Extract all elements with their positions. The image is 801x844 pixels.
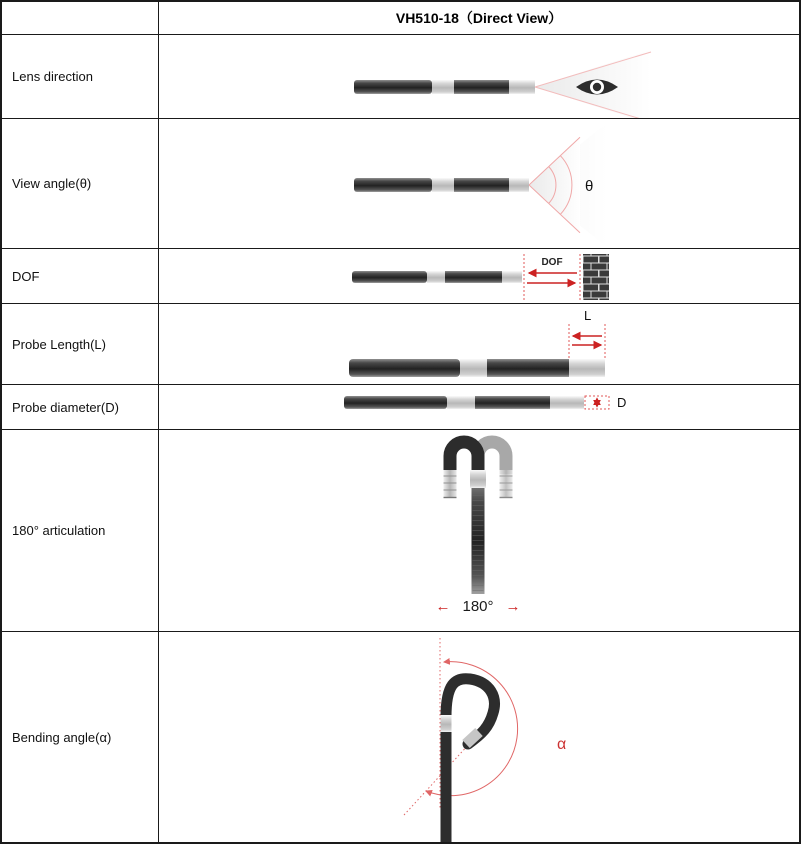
view-angle-figure bbox=[159, 119, 799, 248]
dof-figure bbox=[159, 249, 799, 303]
row-label-articulation: 180° articulation bbox=[2, 430, 159, 631]
table-row-bending-angle bbox=[2, 632, 799, 842]
articulation-value: 180° bbox=[462, 598, 494, 615]
dof-label: DOF bbox=[541, 257, 563, 268]
table-header-row bbox=[2, 2, 799, 35]
header-empty-cell bbox=[2, 2, 159, 34]
articulation-arrow-right: → bbox=[505, 598, 521, 615]
articulation-figure bbox=[159, 430, 799, 631]
table-row-lens-direction bbox=[2, 35, 799, 119]
probe-length-figure bbox=[159, 304, 799, 384]
table-row-probe-diameter bbox=[2, 385, 799, 430]
row-label-dof: DOF bbox=[2, 249, 159, 303]
table-row-dof bbox=[2, 249, 799, 304]
table-row-view-angle bbox=[2, 119, 799, 249]
bending-angle-figure bbox=[159, 632, 799, 842]
theta-symbol: θ bbox=[585, 178, 594, 195]
row-label-bending-angle: Bending angle(α) bbox=[2, 632, 159, 842]
probe-band-silver bbox=[441, 715, 452, 732]
lens-direction-figure-cell bbox=[159, 35, 799, 118]
probe-illustration bbox=[352, 271, 522, 283]
page-title: VH510-18（Direct View） bbox=[395, 10, 563, 26]
brick-wall-icon bbox=[583, 254, 609, 300]
articulation-shaft bbox=[470, 470, 486, 594]
row-label-probe-length: Probe Length(L) bbox=[2, 304, 159, 384]
bending-angle-figure-cell bbox=[159, 632, 799, 842]
alpha-symbol: α bbox=[557, 736, 567, 753]
length-label: L bbox=[584, 308, 592, 323]
probe-diameter-figure bbox=[159, 385, 799, 429]
probe-illustration bbox=[441, 679, 495, 842]
probe-illustration bbox=[344, 396, 584, 409]
probe-illustration bbox=[354, 178, 529, 192]
lens-direction-figure bbox=[159, 35, 799, 118]
probe-illustration bbox=[349, 359, 605, 377]
articulation-figure-cell bbox=[159, 430, 799, 631]
header-title-cell bbox=[159, 2, 799, 34]
table-row-articulation bbox=[2, 430, 799, 632]
probe-illustration bbox=[354, 80, 535, 94]
articulation-arrow-left: ← bbox=[435, 598, 451, 615]
row-label-lens-direction: Lens direction bbox=[2, 35, 159, 118]
probe-diameter-figure-cell bbox=[159, 385, 799, 429]
view-angle-figure-cell bbox=[159, 119, 799, 248]
table-row-probe-length bbox=[2, 304, 799, 385]
dof-figure-cell bbox=[159, 249, 799, 303]
probe-length-figure-cell bbox=[159, 304, 799, 384]
row-label-view-angle: View angle(θ) bbox=[2, 119, 159, 248]
diameter-label: D bbox=[617, 395, 627, 410]
row-label-probe-diameter: Probe diameter(D) bbox=[2, 385, 159, 429]
